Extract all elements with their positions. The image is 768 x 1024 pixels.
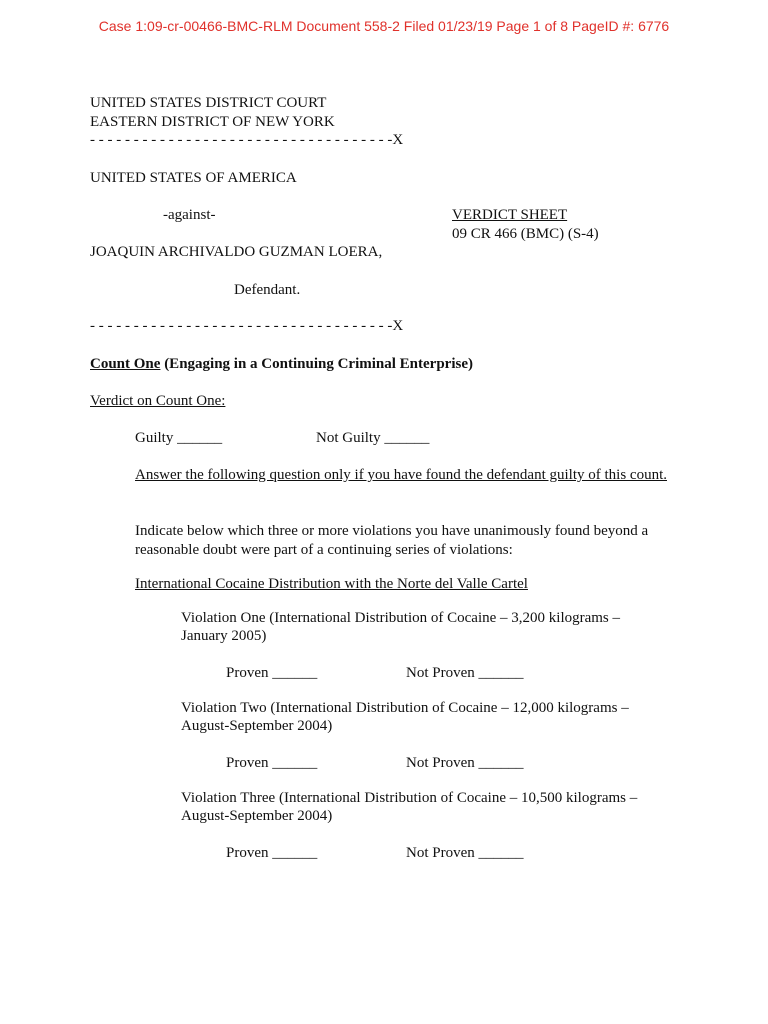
defendant-name: JOAQUIN ARCHIVALDO GUZMAN LOERA, [90, 244, 383, 260]
indicate-instruction: Indicate below which three or more violations you have unanimously found beyond a reasonable doubt were part of a continuing series of violations: [135, 523, 649, 558]
court-name: UNITED STATES DISTRICT COURT [90, 95, 327, 111]
count-heading [90, 355, 473, 373]
conditional-instruction: Answer the following question only if you have found the defendant guilty of this count. [135, 467, 667, 483]
count-description: (Engaging in a Continuing Criminal Enterprise) [164, 356, 473, 372]
proven-option[interactable]: Proven ______ [226, 665, 318, 681]
proven-option[interactable]: Proven ______ [226, 755, 318, 771]
section-heading: International Cocaine Distribution with the Norte del Valle Cartel [135, 576, 528, 592]
caption-separator-bottom: - - - - - - - - - - - - - - - - - - - - - - - - - - - - - - - - - - -X [90, 318, 404, 334]
not-proven-option[interactable]: Not Proven ______ [406, 665, 524, 681]
defendant-label: Defendant. [234, 282, 301, 298]
caption-separator-top: - - - - - - - - - - - - - - - - - - - - - - - - - - - - - - - - - - -X [90, 132, 404, 148]
violation-period: January 2005) [181, 628, 267, 644]
violation-period: August-September 2004) [181, 808, 333, 824]
court-district: EASTERN DISTRICT OF NEW YORK [90, 114, 335, 130]
document-title: VERDICT SHEET [452, 207, 568, 223]
proven-option[interactable]: Proven ______ [226, 845, 318, 861]
not-proven-option[interactable]: Not Proven ______ [406, 845, 524, 861]
against-label: -against- [163, 207, 216, 223]
verdict-label: Verdict on Count One: [90, 393, 226, 409]
violation-description: Violation Three (International Distribution of Cocaine – 10,500 kilograms – [181, 790, 638, 806]
case-number: 09 CR 466 (BMC) (S-4) [452, 226, 599, 242]
violation-period: August-September 2004) [181, 718, 333, 734]
count-label: Count One [90, 356, 161, 372]
not-guilty-option[interactable]: Not Guilty ______ [316, 430, 430, 446]
not-proven-option[interactable]: Not Proven ______ [406, 755, 524, 771]
plaintiff-name: UNITED STATES OF AMERICA [90, 170, 297, 186]
violation-description: Violation Two (International Distribution of Cocaine – 12,000 kilograms – [181, 700, 629, 716]
guilty-option[interactable]: Guilty ______ [135, 430, 223, 446]
filing-stamp: Case 1:09-cr-00466-BMC-RLM Document 558-2 Filed 01/23/19 Page 1 of 8 PageID #: 6776 [98, 18, 670, 34]
violation-description: Violation One (International Distribution of Cocaine – 3,200 kilograms – [181, 610, 621, 626]
